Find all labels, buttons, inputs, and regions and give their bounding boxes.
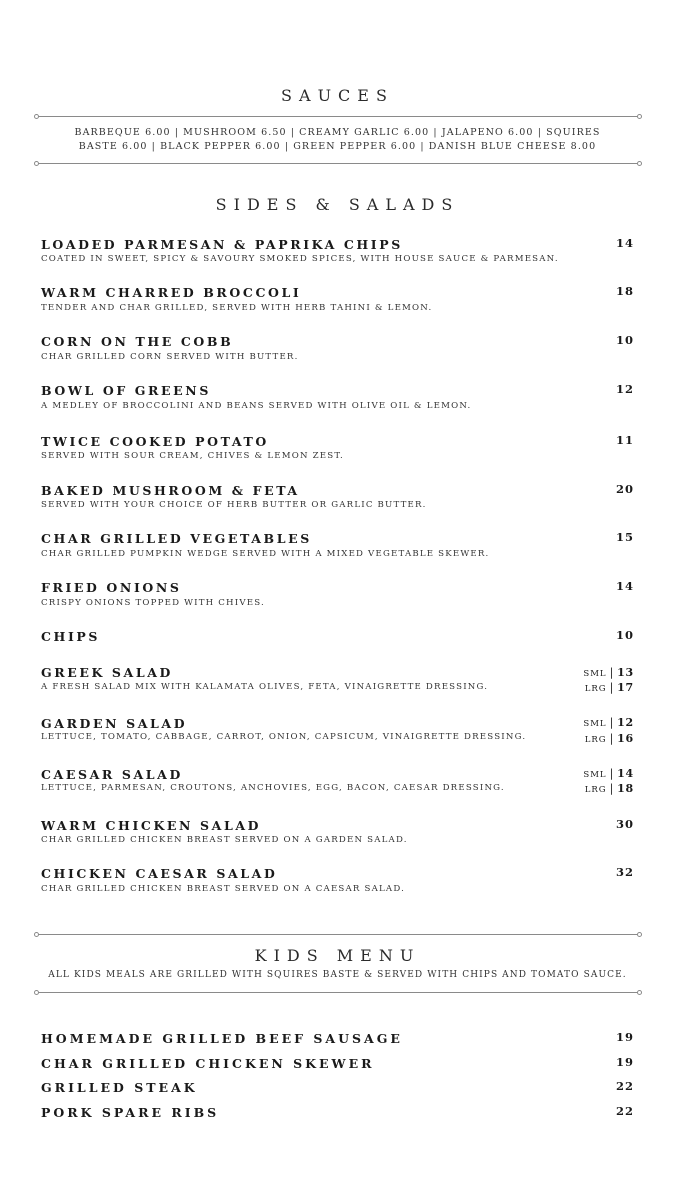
size-label: LRG (584, 684, 607, 694)
kids-item-price: 19 (615, 1030, 634, 1044)
divider (38, 934, 638, 935)
kids-item-price: 22 (615, 1104, 634, 1118)
menu-item-name: TWICE COOKED POTATO (41, 434, 269, 449)
menu-item-price: 10 (615, 333, 634, 347)
menu-item-desc: A FRESH SALAD MIX WITH KALAMATA OLIVES, FETA, VINAIGRETTE DRESSING. (41, 682, 489, 692)
menu-item-price: 14 (615, 236, 634, 250)
price-value: 13 (617, 666, 634, 679)
menu-item-name: CORN ON THE COBB (41, 334, 234, 349)
kids-note: ALL KIDS MEALS ARE GRILLED WITH SQUIRES BASTE & SERVED WITH CHIPS AND TOMATO SAUCE. (48, 970, 627, 980)
menu-item-desc: CHAR GRILLED CORN SERVED WITH BUTTER. (41, 352, 299, 362)
menu-item-price: 20 (615, 482, 634, 496)
kids-item-price: 22 (615, 1079, 634, 1093)
menu-item-desc: SERVED WITH SOUR CREAM, CHIVES & LEMON ZEST. (41, 451, 344, 461)
menu-item-name: WARM CHARRED BROCCOLI (41, 285, 302, 300)
menu-item-price: 10 (615, 628, 634, 642)
menu-item-name: BAKED MUSHROOM & FETA (41, 483, 300, 498)
menu-item-price: 32 (615, 865, 634, 879)
menu-item-name: FRIED ONIONS (41, 580, 182, 595)
kids-item-name: GRILLED STEAK (41, 1080, 198, 1095)
menu-item-desc: CHAR GRILLED PUMPKIN WEDGE SERVED WITH A MIXED VEGETABLE SKEWER. (41, 549, 490, 559)
menu-item-desc: CHAR GRILLED CHICKEN BREAST SERVED ON A CAESAR SALAD. (41, 884, 406, 894)
menu-item-name: CHICKEN CAESAR SALAD (41, 866, 278, 881)
price-value: 14 (617, 767, 634, 780)
sauces-line-2: BASTE 6.00 | BLACK PEPPER 6.00 | GREEN PEPPER 6.00 | DANISH BLUE CHEESE 8.00 (78, 141, 597, 152)
menu-item-desc: TENDER AND CHAR GRILLED, SERVED WITH HERB TAHINI & LEMON. (41, 303, 433, 313)
size-label: LRG (584, 785, 607, 795)
menu-item-desc: COATED IN SWEET, SPICY & SAVOURY SMOKED SPICES, WITH HOUSE SAUCE & PARMESAN. (41, 254, 559, 264)
menu-item-name: CAESAR SALAD (41, 767, 183, 782)
menu-item-price: 18 (615, 284, 634, 298)
menu-item-name: BOWL OF GREENS (41, 383, 211, 398)
size-label: SML (583, 719, 607, 729)
kids-item-name: PORK SPARE RIBS (41, 1105, 220, 1120)
menu-item-price: 12 (615, 382, 634, 396)
sides-heading: SIDES & SALADS (215, 195, 460, 214)
size-label: LRG (584, 735, 607, 745)
small-price: SML | 12 (583, 716, 634, 729)
kids-heading: KIDS MENU (254, 946, 421, 965)
menu-item-desc: SERVED WITH YOUR CHOICE OF HERB BUTTER OR GARLIC BUTTER. (41, 500, 427, 510)
price-value: 17 (617, 681, 634, 694)
divider (38, 992, 638, 993)
menu-item-name: LOADED PARMESAN & PAPRIKA CHIPS (41, 237, 403, 252)
large-price: LRG | 17 (584, 681, 634, 694)
divider (38, 116, 638, 117)
price-value: 12 (617, 716, 634, 729)
menu-item-name: CHAR GRILLED VEGETABLES (41, 531, 312, 546)
large-price: LRG | 18 (584, 782, 634, 795)
menu-item-desc: LETTUCE, PARMESAN, CROUTONS, ANCHOVIES, EGG, BACON, CAESAR DRESSING. (41, 783, 505, 793)
menu-item-desc: CHAR GRILLED CHICKEN BREAST SERVED ON A GARDEN SALAD. (41, 835, 408, 845)
menu-item-name: CHIPS (41, 629, 101, 644)
menu-item-desc: A MEDLEY OF BROCCOLINI AND BEANS SERVED WITH OLIVE OIL & LEMON. (41, 401, 472, 411)
size-label: SML (583, 770, 607, 780)
small-price: SML | 13 (583, 666, 634, 679)
kids-item-price: 19 (615, 1055, 634, 1069)
menu-item-price: 14 (615, 579, 634, 593)
menu-item-desc: LETTUCE, TOMATO, CABBAGE, CARROT, ONION, CAPSICUM, VINAIGRETTE DRESSING. (41, 732, 527, 742)
menu-item-name: GREEK SALAD (41, 665, 173, 680)
menu-item-name: WARM CHICKEN SALAD (41, 818, 262, 833)
menu-item-price: 30 (615, 817, 634, 831)
kids-item-name: HOMEMADE GRILLED BEEF SAUSAGE (41, 1031, 403, 1046)
divider (38, 163, 638, 164)
price-value: 16 (617, 732, 634, 745)
menu-item-price: 11 (615, 433, 634, 447)
price-value: 18 (617, 782, 634, 795)
sauces-line-1: BARBEQUE 6.00 | MUSHROOM 6.50 | CREAMY GARLIC 6.00 | JALAPENO 6.00 | SQUIRES (74, 127, 601, 138)
sauces-heading: SAUCES (281, 86, 394, 105)
large-price: LRG | 16 (584, 732, 634, 745)
kids-item-name: CHAR GRILLED CHICKEN SKEWER (41, 1056, 375, 1071)
menu-item-name: GARDEN SALAD (41, 716, 188, 731)
size-label: SML (583, 669, 607, 679)
menu-item-price: 15 (615, 530, 634, 544)
small-price: SML | 14 (583, 767, 634, 780)
menu-item-desc: CRISPY ONIONS TOPPED WITH CHIVES. (41, 598, 265, 608)
